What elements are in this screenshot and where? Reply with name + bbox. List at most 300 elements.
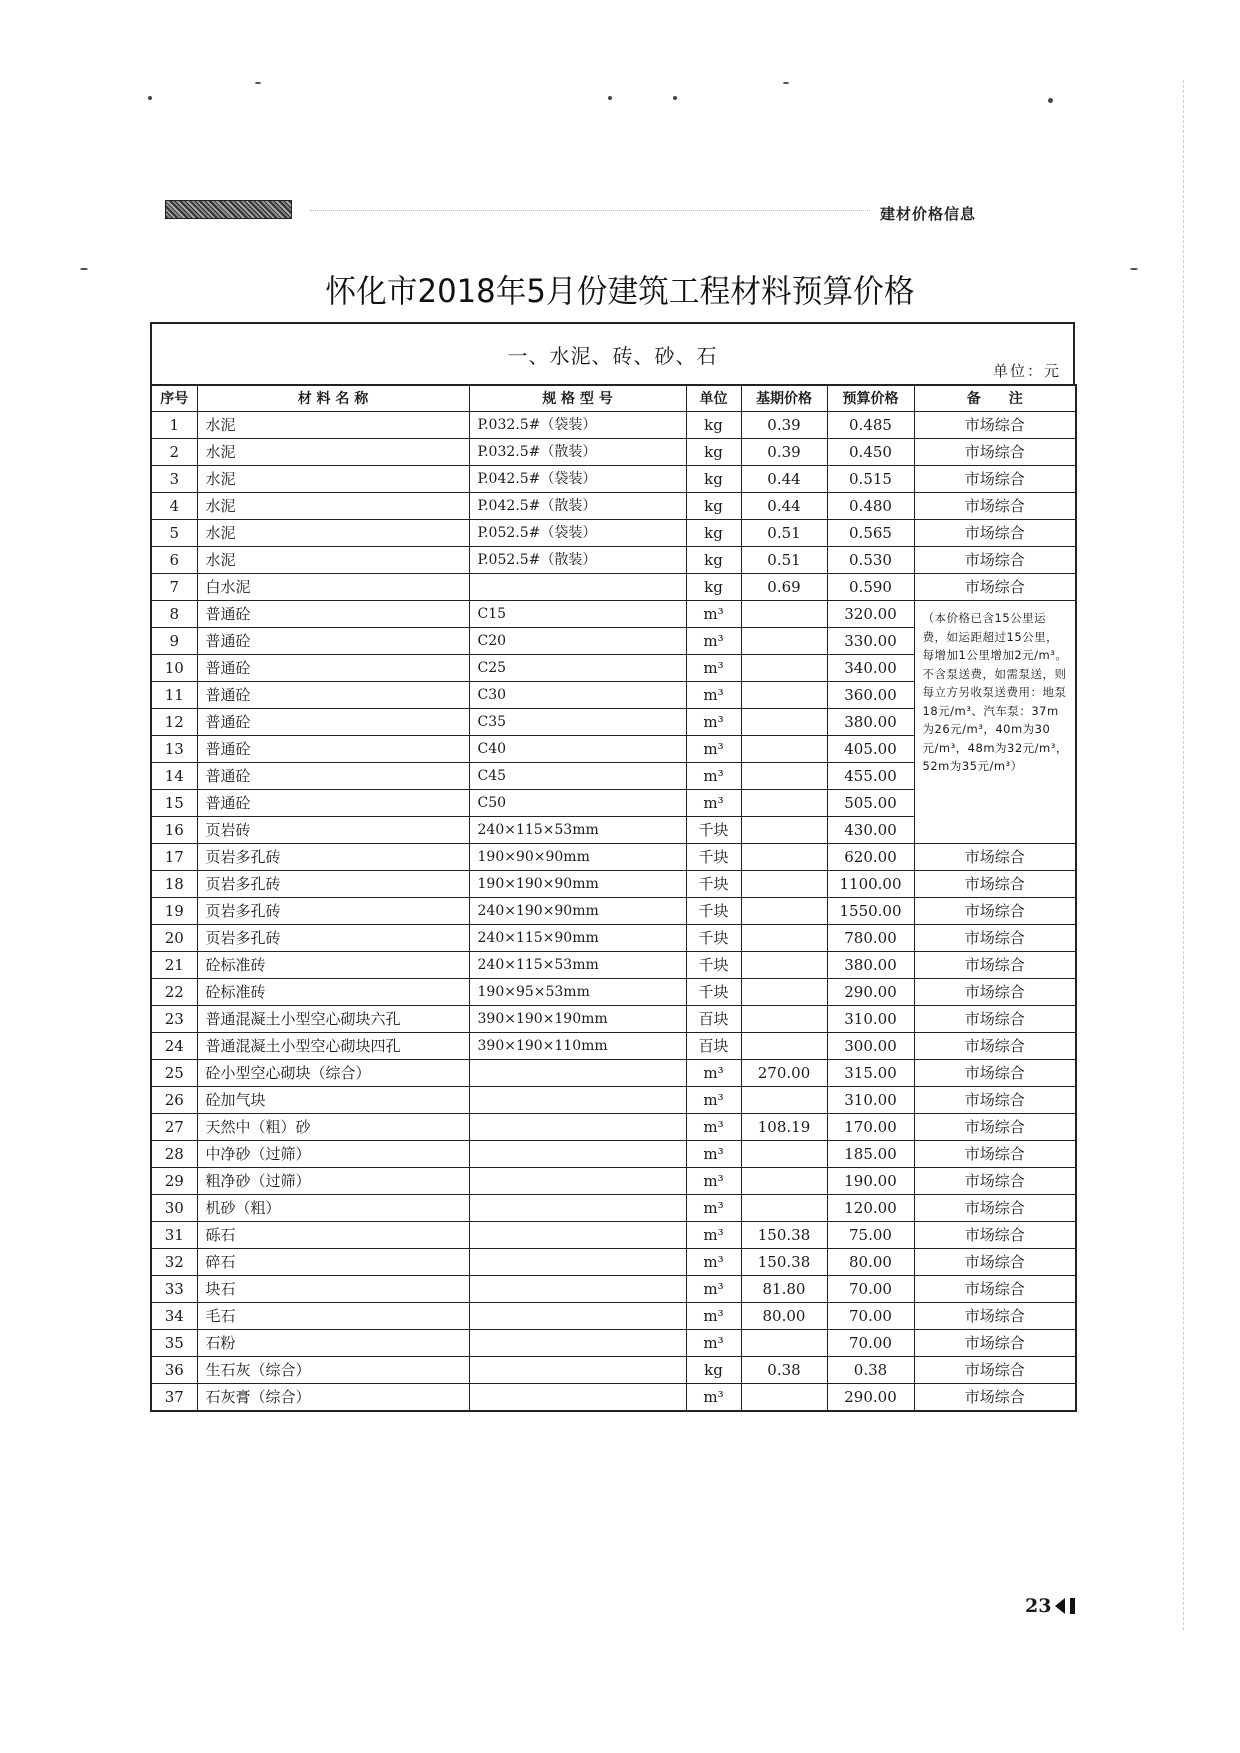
row-material-name: 水泥 xyxy=(197,412,469,439)
row-base-price: 108.19 xyxy=(741,1114,827,1141)
row-base-price xyxy=(741,1168,827,1195)
table-row xyxy=(151,601,1076,628)
row-base-price xyxy=(741,871,827,898)
unit-note: 单位：元 xyxy=(992,362,1061,380)
row-spec xyxy=(469,1114,686,1141)
row-remark: 市场综合 xyxy=(914,1357,1076,1384)
row-remark: 市场综合 xyxy=(914,871,1076,898)
row-unit: m³ xyxy=(686,709,741,736)
table-row xyxy=(151,1357,1076,1384)
row-budget-price: 505.00 xyxy=(827,790,914,817)
row-spec xyxy=(469,1087,686,1114)
row-material-name: 水泥 xyxy=(197,520,469,547)
row-spec: 240×115×53mm xyxy=(469,952,686,979)
row-seq: 35 xyxy=(151,1330,197,1357)
row-budget-price: 300.00 xyxy=(827,1033,914,1060)
row-base-price xyxy=(741,682,827,709)
row-base-price xyxy=(741,709,827,736)
row-seq: 20 xyxy=(151,925,197,952)
row-material-name: 页岩多孔砖 xyxy=(197,898,469,925)
row-material-name: 普通砼 xyxy=(197,655,469,682)
header-rule xyxy=(310,210,870,211)
row-budget-price: 0.565 xyxy=(827,520,914,547)
row-spec: P.042.5#（散装） xyxy=(469,493,686,520)
table-row xyxy=(151,493,1076,520)
col-header-budget-price: 预算价格 xyxy=(827,385,914,412)
table-row xyxy=(151,1168,1076,1195)
table-row xyxy=(151,439,1076,466)
row-remark: 市场综合 xyxy=(914,1033,1076,1060)
row-base-price: 0.51 xyxy=(741,520,827,547)
row-unit: kg xyxy=(686,466,741,493)
row-seq: 1 xyxy=(151,412,197,439)
row-material-name: 水泥 xyxy=(197,547,469,574)
table-row xyxy=(151,547,1076,574)
row-budget-price: 290.00 xyxy=(827,1384,914,1412)
row-remark: 市场综合 xyxy=(914,574,1076,601)
row-seq: 29 xyxy=(151,1168,197,1195)
row-budget-price: 380.00 xyxy=(827,709,914,736)
row-seq: 6 xyxy=(151,547,197,574)
row-spec: C15 xyxy=(469,601,686,628)
row-budget-price: 170.00 xyxy=(827,1114,914,1141)
row-base-price: 150.38 xyxy=(741,1249,827,1276)
row-seq: 15 xyxy=(151,790,197,817)
row-unit: m³ xyxy=(686,1195,741,1222)
row-material-name: 砾石 xyxy=(197,1222,469,1249)
row-unit: 千块 xyxy=(686,979,741,1006)
col-header-seq: 序号 xyxy=(151,385,197,412)
row-unit: m³ xyxy=(686,1249,741,1276)
row-seq: 13 xyxy=(151,736,197,763)
row-unit: kg xyxy=(686,439,741,466)
scan-edge-line xyxy=(1183,80,1184,1630)
row-spec xyxy=(469,1141,686,1168)
row-seq: 22 xyxy=(151,979,197,1006)
row-seq: 11 xyxy=(151,682,197,709)
row-material-name: 普通砼 xyxy=(197,709,469,736)
row-unit: m³ xyxy=(686,1276,741,1303)
row-base-price xyxy=(741,1087,827,1114)
row-spec: C45 xyxy=(469,763,686,790)
row-budget-price: 0.450 xyxy=(827,439,914,466)
row-seq: 12 xyxy=(151,709,197,736)
row-seq: 36 xyxy=(151,1357,197,1384)
row-base-price: 0.39 xyxy=(741,412,827,439)
row-base-price xyxy=(741,1141,827,1168)
row-seq: 7 xyxy=(151,574,197,601)
row-seq: 2 xyxy=(151,439,197,466)
price-table xyxy=(150,384,1077,1412)
row-remark: 市场综合 xyxy=(914,1141,1076,1168)
row-base-price xyxy=(741,979,827,1006)
row-spec: P.052.5#（袋装） xyxy=(469,520,686,547)
row-material-name: 水泥 xyxy=(197,466,469,493)
row-unit: kg xyxy=(686,493,741,520)
row-spec: C25 xyxy=(469,655,686,682)
row-remark: 市场综合 xyxy=(914,925,1076,952)
row-seq: 21 xyxy=(151,952,197,979)
table-row xyxy=(151,1033,1076,1060)
row-material-name: 白水泥 xyxy=(197,574,469,601)
table-row xyxy=(151,979,1076,1006)
row-base-price xyxy=(741,1195,827,1222)
col-header-remark: 备 注 xyxy=(914,385,1076,412)
row-remark: 市场综合 xyxy=(914,520,1076,547)
scan-speck xyxy=(673,96,677,100)
row-material-name: 页岩多孔砖 xyxy=(197,925,469,952)
row-budget-price: 70.00 xyxy=(827,1330,914,1357)
row-material-name: 天然中（粗）砂 xyxy=(197,1114,469,1141)
row-budget-price: 455.00 xyxy=(827,763,914,790)
row-seq: 33 xyxy=(151,1276,197,1303)
table-row xyxy=(151,898,1076,925)
table-row xyxy=(151,952,1076,979)
row-seq: 4 xyxy=(151,493,197,520)
row-unit: m³ xyxy=(686,655,741,682)
row-unit: m³ xyxy=(686,1060,741,1087)
row-unit: m³ xyxy=(686,763,741,790)
scan-speck xyxy=(148,96,152,100)
row-base-price: 0.69 xyxy=(741,574,827,601)
scan-speck xyxy=(255,82,261,84)
row-unit: m³ xyxy=(686,1087,741,1114)
table-row xyxy=(151,1114,1076,1141)
row-remark: 市场综合 xyxy=(914,547,1076,574)
row-base-price xyxy=(741,736,827,763)
row-remark: 市场综合 xyxy=(914,1276,1076,1303)
row-seq: 17 xyxy=(151,844,197,871)
page-number xyxy=(1025,1595,1075,1617)
row-unit: kg xyxy=(686,1357,741,1384)
row-unit: m³ xyxy=(686,601,741,628)
row-spec: P.042.5#（袋装） xyxy=(469,466,686,493)
row-seq: 9 xyxy=(151,628,197,655)
table-row xyxy=(151,1384,1076,1412)
row-seq: 18 xyxy=(151,871,197,898)
row-base-price xyxy=(741,763,827,790)
row-remark: 市场综合 xyxy=(914,844,1076,871)
row-spec xyxy=(469,1384,686,1412)
row-budget-price: 70.00 xyxy=(827,1276,914,1303)
row-unit: m³ xyxy=(686,1330,741,1357)
row-seq: 10 xyxy=(151,655,197,682)
table-row xyxy=(151,1060,1076,1087)
row-unit: 千块 xyxy=(686,925,741,952)
row-budget-price: 70.00 xyxy=(827,1303,914,1330)
row-base-price xyxy=(741,1384,827,1412)
row-seq: 5 xyxy=(151,520,197,547)
row-remark: 市场综合 xyxy=(914,952,1076,979)
row-unit: m³ xyxy=(686,682,741,709)
price-table-container xyxy=(150,322,1075,1412)
row-base-price xyxy=(741,925,827,952)
row-spec xyxy=(469,1222,686,1249)
row-remark: 市场综合 xyxy=(914,898,1076,925)
row-spec: C20 xyxy=(469,628,686,655)
table-row xyxy=(151,466,1076,493)
row-spec xyxy=(469,1303,686,1330)
row-unit: kg xyxy=(686,574,741,601)
row-seq: 24 xyxy=(151,1033,197,1060)
row-material-name: 水泥 xyxy=(197,439,469,466)
row-spec xyxy=(469,1195,686,1222)
row-spec xyxy=(469,1060,686,1087)
row-remark: 市场综合 xyxy=(914,1060,1076,1087)
table-row xyxy=(151,1141,1076,1168)
row-base-price: 80.00 xyxy=(741,1303,827,1330)
row-material-name: 机砂（粗） xyxy=(197,1195,469,1222)
row-remark: 市场综合 xyxy=(914,1195,1076,1222)
row-remark: 市场综合 xyxy=(914,1087,1076,1114)
row-seq: 19 xyxy=(151,898,197,925)
row-seq: 27 xyxy=(151,1114,197,1141)
row-base-price: 0.44 xyxy=(741,493,827,520)
row-budget-price: 380.00 xyxy=(827,952,914,979)
table-body xyxy=(151,412,1076,1412)
row-material-name: 中净砂（过筛） xyxy=(197,1141,469,1168)
page-marker-arrow-icon xyxy=(1055,1598,1065,1614)
row-spec: C30 xyxy=(469,682,686,709)
row-budget-price: 80.00 xyxy=(827,1249,914,1276)
row-spec xyxy=(469,1276,686,1303)
row-base-price xyxy=(741,655,827,682)
row-budget-price: 310.00 xyxy=(827,1006,914,1033)
row-spec: 390×190×110mm xyxy=(469,1033,686,1060)
row-base-price: 0.39 xyxy=(741,439,827,466)
row-base-price xyxy=(741,952,827,979)
row-spec: 240×190×90mm xyxy=(469,898,686,925)
table-row xyxy=(151,1330,1076,1357)
row-spec: P.032.5#（袋装） xyxy=(469,412,686,439)
scan-speck xyxy=(1048,98,1053,103)
row-spec xyxy=(469,1357,686,1384)
row-material-name: 砼小型空心砌块（综合） xyxy=(197,1060,469,1087)
col-header-name: 材 料 名 称 xyxy=(197,385,469,412)
row-material-name: 普通混凝土小型空心砌块六孔 xyxy=(197,1006,469,1033)
row-seq: 28 xyxy=(151,1141,197,1168)
row-budget-price: 1550.00 xyxy=(827,898,914,925)
row-seq: 37 xyxy=(151,1384,197,1412)
row-budget-price: 620.00 xyxy=(827,844,914,871)
row-spec: 240×115×90mm xyxy=(469,925,686,952)
row-remark: 市场综合 xyxy=(914,1114,1076,1141)
row-material-name: 普通砼 xyxy=(197,790,469,817)
col-header-spec: 规 格 型 号 xyxy=(469,385,686,412)
row-spec: 390×190×190mm xyxy=(469,1006,686,1033)
page-number-text: 23 xyxy=(1025,1595,1052,1617)
table-row xyxy=(151,520,1076,547)
row-material-name: 石灰膏（综合） xyxy=(197,1384,469,1412)
row-base-price xyxy=(741,601,827,628)
row-remark: 市场综合 xyxy=(914,466,1076,493)
row-remark: 市场综合 xyxy=(914,1303,1076,1330)
table-row xyxy=(151,1087,1076,1114)
row-remark: 市场综合 xyxy=(914,493,1076,520)
row-material-name: 水泥 xyxy=(197,493,469,520)
row-unit: 百块 xyxy=(686,1033,741,1060)
row-unit: 千块 xyxy=(686,817,741,844)
table-row xyxy=(151,871,1076,898)
row-unit: m³ xyxy=(686,1384,741,1412)
row-material-name: 页岩多孔砖 xyxy=(197,844,469,871)
row-seq: 25 xyxy=(151,1060,197,1087)
row-unit: m³ xyxy=(686,1222,741,1249)
row-budget-price: 0.480 xyxy=(827,493,914,520)
row-budget-price: 185.00 xyxy=(827,1141,914,1168)
table-row xyxy=(151,1222,1076,1249)
row-budget-price: 340.00 xyxy=(827,655,914,682)
row-material-name: 砼加气块 xyxy=(197,1087,469,1114)
publication-name: 建材价格信息 xyxy=(880,205,977,223)
row-budget-price: 310.00 xyxy=(827,1087,914,1114)
row-spec: 190×90×90mm xyxy=(469,844,686,871)
row-budget-price: 320.00 xyxy=(827,601,914,628)
row-budget-price: 0.485 xyxy=(827,412,914,439)
row-material-name: 页岩多孔砖 xyxy=(197,871,469,898)
table-row xyxy=(151,1006,1076,1033)
row-material-name: 块石 xyxy=(197,1276,469,1303)
row-unit: 百块 xyxy=(686,1006,741,1033)
row-unit: m³ xyxy=(686,790,741,817)
row-seq: 8 xyxy=(151,601,197,628)
table-row xyxy=(151,1276,1076,1303)
row-spec: C50 xyxy=(469,790,686,817)
row-unit: m³ xyxy=(686,736,741,763)
row-base-price xyxy=(741,1330,827,1357)
row-material-name: 普通混凝土小型空心砌块四孔 xyxy=(197,1033,469,1060)
row-material-name: 粗净砂（过筛） xyxy=(197,1168,469,1195)
row-material-name: 普通砼 xyxy=(197,736,469,763)
row-base-price xyxy=(741,898,827,925)
row-base-price xyxy=(741,628,827,655)
row-remark: 市场综合 xyxy=(914,1330,1076,1357)
row-budget-price: 315.00 xyxy=(827,1060,914,1087)
row-material-name: 普通砼 xyxy=(197,682,469,709)
row-material-name: 毛石 xyxy=(197,1303,469,1330)
row-seq: 14 xyxy=(151,763,197,790)
table-row xyxy=(151,925,1076,952)
row-material-name: 生石灰（综合） xyxy=(197,1357,469,1384)
scan-speck xyxy=(783,82,789,84)
row-base-price xyxy=(741,1006,827,1033)
row-unit: m³ xyxy=(686,1114,741,1141)
row-seq: 30 xyxy=(151,1195,197,1222)
section-header xyxy=(150,322,1075,384)
table-row xyxy=(151,844,1076,871)
row-remark: 市场综合 xyxy=(914,1222,1076,1249)
row-base-price xyxy=(741,790,827,817)
row-base-price: 270.00 xyxy=(741,1060,827,1087)
row-budget-price: 360.00 xyxy=(827,682,914,709)
table-row xyxy=(151,1303,1076,1330)
row-unit: m³ xyxy=(686,1141,741,1168)
row-unit: m³ xyxy=(686,628,741,655)
row-remark: 市场综合 xyxy=(914,412,1076,439)
row-budget-price: 405.00 xyxy=(827,736,914,763)
row-spec: 190×190×90mm xyxy=(469,871,686,898)
table-row xyxy=(151,574,1076,601)
row-material-name: 普通砼 xyxy=(197,628,469,655)
row-unit: 千块 xyxy=(686,952,741,979)
row-spec: P.032.5#（散装） xyxy=(469,439,686,466)
row-unit: kg xyxy=(686,520,741,547)
row-remark: 市场综合 xyxy=(914,1006,1076,1033)
row-budget-price: 0.590 xyxy=(827,574,914,601)
row-seq: 32 xyxy=(151,1249,197,1276)
row-unit: kg xyxy=(686,412,741,439)
col-header-unit: 单位 xyxy=(686,385,741,412)
row-seq: 23 xyxy=(151,1006,197,1033)
row-material-name: 页岩砖 xyxy=(197,817,469,844)
row-budget-price: 290.00 xyxy=(827,979,914,1006)
row-spec xyxy=(469,1168,686,1195)
row-seq: 3 xyxy=(151,466,197,493)
concrete-pricing-note: （本价格已含15公里运费，如运距超过15公里，每增加1公里增加2元/m³。不含泵送费，如需泵送，则每立方另收泵送费用：地泵18元/m³、汽车泵：37m为26元/m³，40m为30元/m³，48m为32元/m³，52m为35元/m³） xyxy=(914,601,1076,844)
row-material-name: 碎石 xyxy=(197,1249,469,1276)
row-budget-price: 190.00 xyxy=(827,1168,914,1195)
row-budget-price: 330.00 xyxy=(827,628,914,655)
row-material-name: 石粉 xyxy=(197,1330,469,1357)
row-unit: 千块 xyxy=(686,871,741,898)
row-remark: 市场综合 xyxy=(914,979,1076,1006)
row-remark: 市场综合 xyxy=(914,439,1076,466)
row-budget-price: 120.00 xyxy=(827,1195,914,1222)
table-row xyxy=(151,1249,1076,1276)
row-base-price: 0.44 xyxy=(741,466,827,493)
row-budget-price: 1100.00 xyxy=(827,871,914,898)
row-remark: 市场综合 xyxy=(914,1249,1076,1276)
row-base-price xyxy=(741,817,827,844)
row-seq: 26 xyxy=(151,1087,197,1114)
row-spec xyxy=(469,574,686,601)
row-material-name: 普通砼 xyxy=(197,601,469,628)
row-unit: 千块 xyxy=(686,898,741,925)
row-unit: 千块 xyxy=(686,844,741,871)
row-material-name: 砼标准砖 xyxy=(197,979,469,1006)
page-title: 怀化市2018年5月份建筑工程材料预算价格 xyxy=(325,272,915,310)
row-base-price: 81.80 xyxy=(741,1276,827,1303)
page-marker-bar-icon xyxy=(1070,1598,1075,1614)
table-row xyxy=(151,1195,1076,1222)
row-base-price: 0.38 xyxy=(741,1357,827,1384)
scan-speck xyxy=(608,96,612,100)
row-spec xyxy=(469,1249,686,1276)
row-remark: 市场综合 xyxy=(914,1384,1076,1412)
row-budget-price: 0.515 xyxy=(827,466,914,493)
col-header-base-price: 基期价格 xyxy=(741,385,827,412)
row-remark: 市场综合 xyxy=(914,1168,1076,1195)
table-row xyxy=(151,412,1076,439)
row-spec xyxy=(469,1330,686,1357)
row-spec: C35 xyxy=(469,709,686,736)
row-base-price: 0.51 xyxy=(741,547,827,574)
section-title: 一、水泥、砖、砂、石 xyxy=(507,344,718,368)
row-unit: m³ xyxy=(686,1303,741,1330)
row-budget-price: 0.530 xyxy=(827,547,914,574)
row-spec: 240×115×53mm xyxy=(469,817,686,844)
row-budget-price: 0.38 xyxy=(827,1357,914,1384)
row-spec: P.052.5#（散装） xyxy=(469,547,686,574)
header-decorative-band xyxy=(165,200,292,219)
row-seq: 34 xyxy=(151,1303,197,1330)
row-seq: 16 xyxy=(151,817,197,844)
row-material-name: 普通砼 xyxy=(197,763,469,790)
row-budget-price: 780.00 xyxy=(827,925,914,952)
row-budget-price: 75.00 xyxy=(827,1222,914,1249)
row-spec: 190×95×53mm xyxy=(469,979,686,1006)
row-base-price: 150.38 xyxy=(741,1222,827,1249)
